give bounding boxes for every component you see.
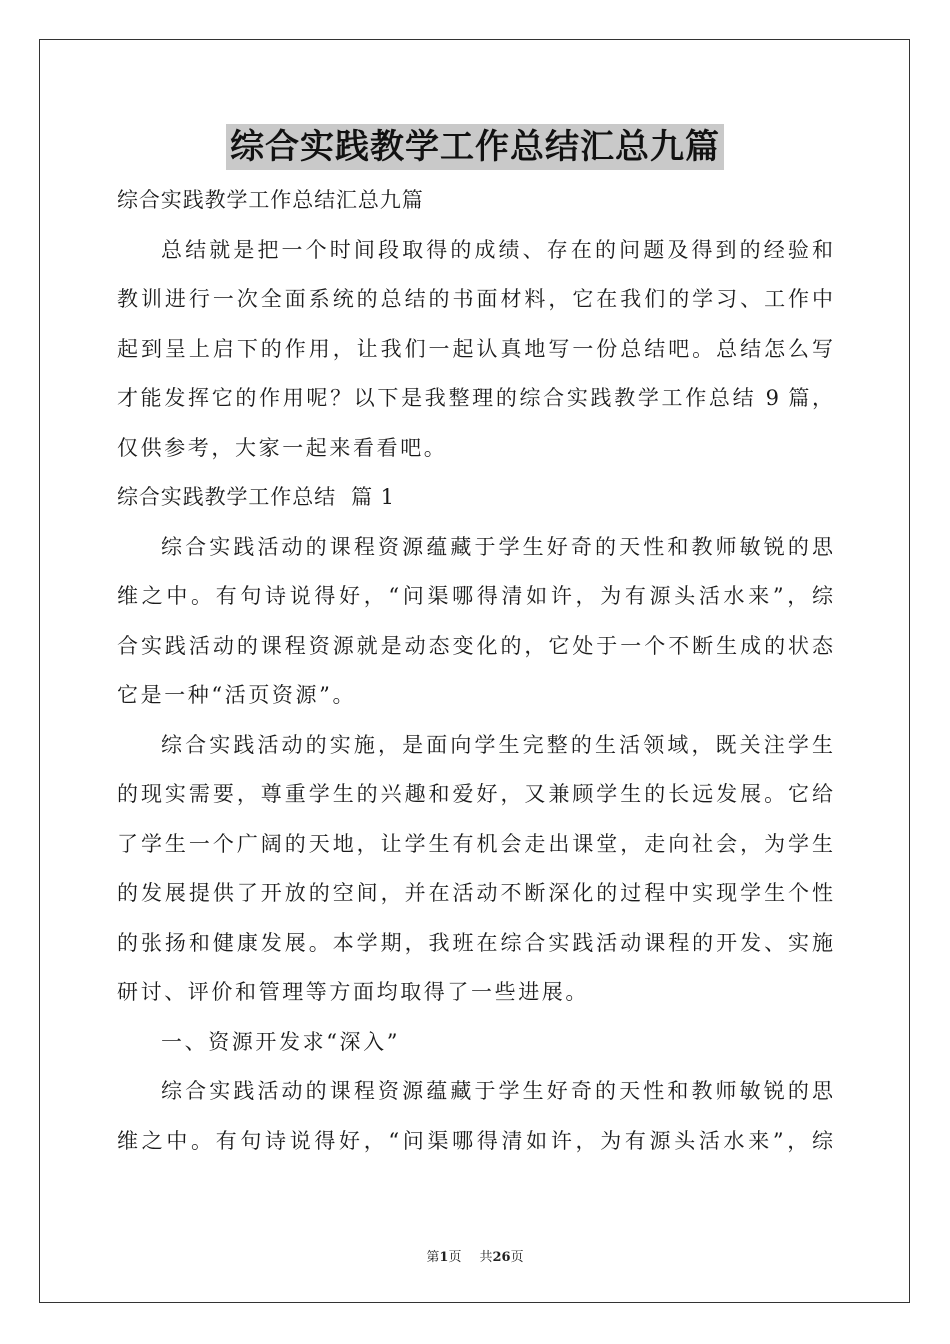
section-heading: 综合实践教学工作总结 篇 1 xyxy=(117,485,395,509)
paragraph-line: 它是一种“活页资源”。 xyxy=(117,683,357,707)
title-area xyxy=(0,124,950,170)
intro-paragraph xyxy=(117,226,833,474)
paragraph-line: 了学生一个广阔的天地，让学生有机会走出课堂，走向社会，为学生 xyxy=(117,831,833,856)
page-footer xyxy=(0,1246,950,1265)
paragraph-line: 综合实践活动的实施，是面向学生完整的生活领域，既关注学生 xyxy=(161,732,833,757)
paragraph-line: 维之中。有句诗说得好，“问渠哪得清如许，为有源头活水来”，综 xyxy=(117,584,833,608)
paragraph-line: 才能发挥它的作用呢？以下是我整理的综合实践教学工作总结 9 篇， xyxy=(117,386,833,410)
document-title: 综合实践教学工作总结汇总九篇 xyxy=(226,124,724,170)
section-paragraph-3 xyxy=(117,1067,833,1166)
sub-heading: 一、资源开发求“深入” xyxy=(161,1029,401,1054)
paragraph-line: 仅供参考，大家一起来看看吧。 xyxy=(117,435,448,460)
paragraph-line: 的发展提供了开放的空间，并在活动不断深化的过程中实现学生个性 xyxy=(117,881,833,905)
paragraph-line: 综合实践活动的课程资源蕴藏于学生好奇的天性和教师敏锐的思 xyxy=(161,534,833,559)
total-suffix: 页 xyxy=(510,1250,524,1265)
total-prefix: 共 xyxy=(479,1250,493,1265)
section-paragraph-2 xyxy=(117,721,833,1018)
document-subtitle: 综合实践教学工作总结汇总九篇 xyxy=(117,188,424,212)
paragraph-line: 的张扬和健康发展。本学期，我班在综合实践活动课程的开发、实施 xyxy=(117,930,833,955)
total-pages: 26 xyxy=(492,1250,511,1265)
paragraph-line: 总结就是把一个时间段取得的成绩、存在的问题及得到的经验和 xyxy=(161,237,833,262)
paragraph-line: 教训进行一次全面系统的总结的书面材料，它在我们的学习、工作中 xyxy=(117,287,833,311)
section-paragraph-1 xyxy=(117,523,833,721)
paragraph-line: 起到呈上启下的作用，让我们一起认真地写一份总结吧。总结怎么写 xyxy=(117,336,833,361)
paragraph-line: 研讨、评价和管理等方面均取得了一些进展。 xyxy=(117,980,589,1004)
paragraph-line: 合实践活动的课程资源就是动态变化的，它处于一个不断生成的状态 xyxy=(117,633,833,658)
page-prefix: 第 xyxy=(426,1250,440,1265)
paragraph-line: 综合实践活动的课程资源蕴藏于学生好奇的天性和教师敏锐的思 xyxy=(161,1079,833,1103)
page-number: 1 xyxy=(439,1250,449,1265)
page-suffix: 页 xyxy=(448,1250,462,1265)
document-body xyxy=(117,176,833,1166)
paragraph-line: 维之中。有句诗说得好，“问渠哪得清如许，为有源头活水来”，综 xyxy=(117,1128,833,1153)
paragraph-line: 的现实需要，尊重学生的兴趣和爱好，又兼顾学生的长远发展。它给 xyxy=(117,782,833,806)
